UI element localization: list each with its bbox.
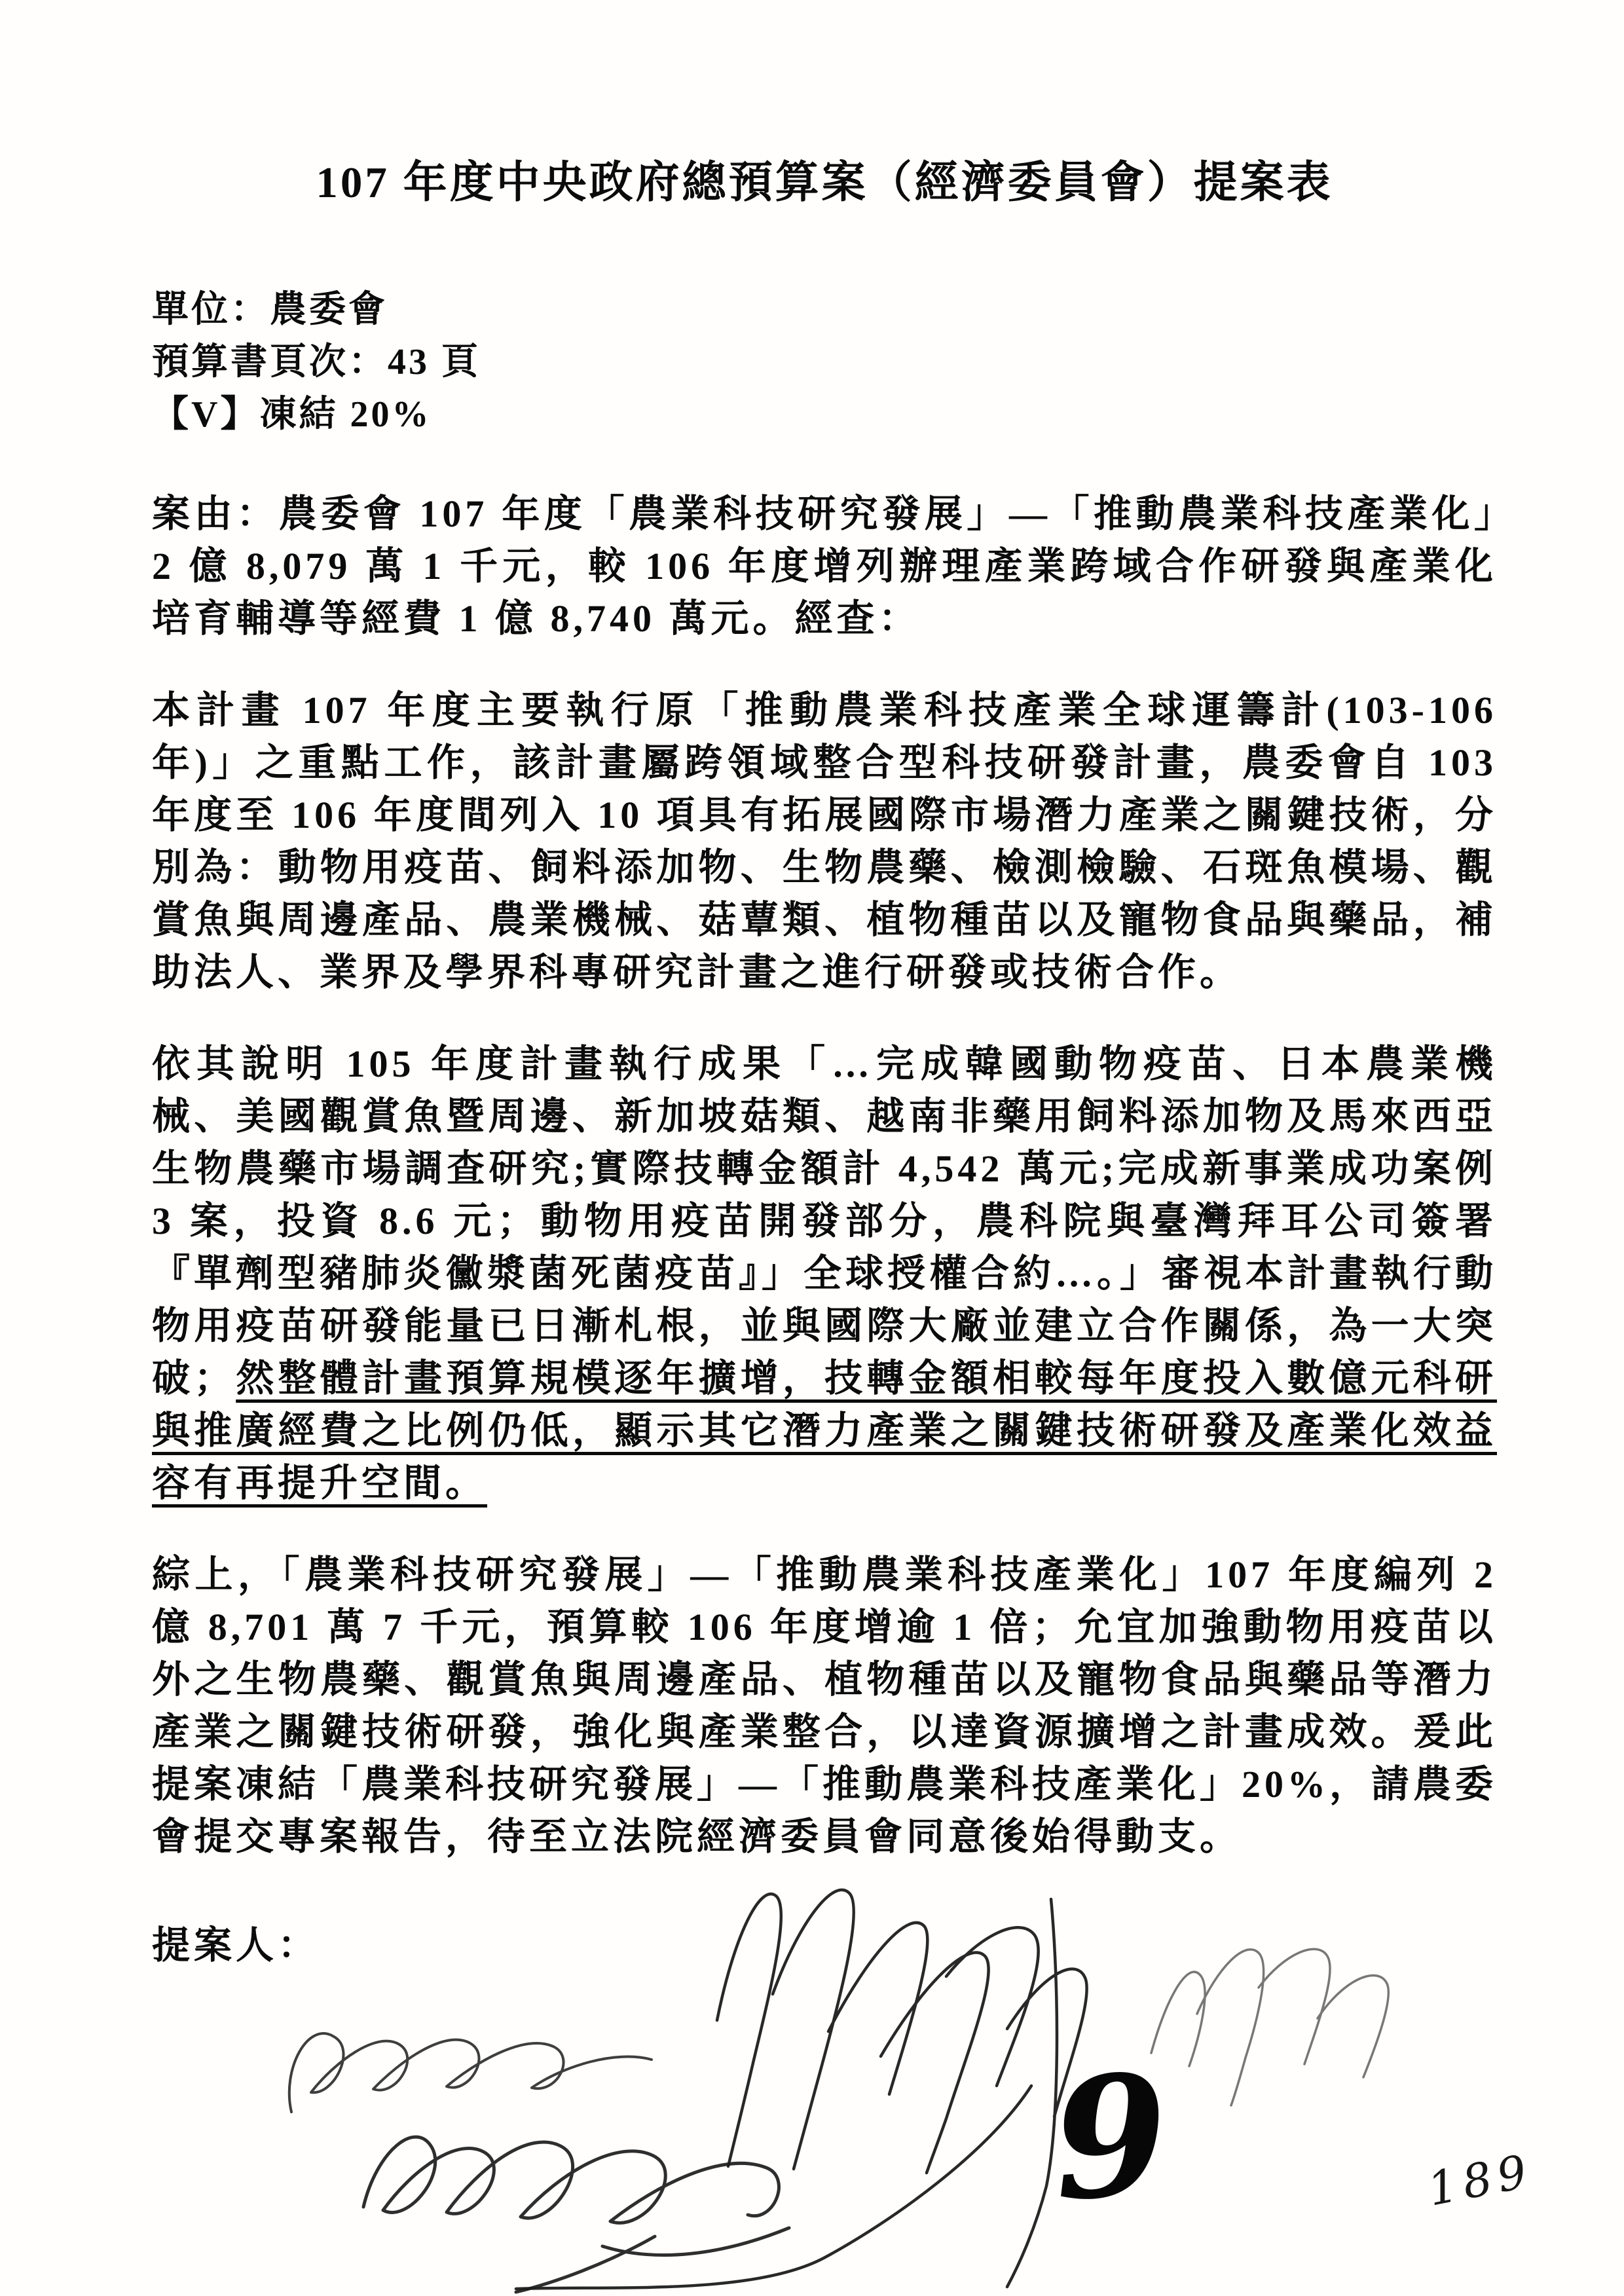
proposer-label: 提案人： (152, 1924, 320, 1967)
paragraph-conclusion: 綜上，「農業科技研究發展」—「推動農業科技產業化」107 年度編列 2 億 8,701 萬 7 千元，預算較 106 年度增逾 1 倍；允宜加強動物用疫苗以外之生物農藥、觀賞魚與周邊產品、植物種苗以及寵物食品與藥品等潛力產業之關鍵技術研發，強化與產業整合，以達資源擴增之計畫成效。爰此提案凍結「農業科技研究發展」—「推動農業科技產業化」20%，請農委會提交專案報告，待至立法院經濟委員會同意後始得動支。 (152, 1553, 1498, 1858)
signature-scribble-left-top (289, 2033, 652, 2112)
signature-scribble-right (1151, 1949, 1388, 2105)
meta-freeze-mark: 【V】凍結 20% (152, 394, 432, 435)
paragraph-review-underlined-text: 然整體計畫預算規模逐年擴增，技轉金額相較每年度投入數億元科研與推廣經費之比例仍低，顯示其它潛力產業之關鍵技術研發及產業化效益容有再提升空間。 (152, 1357, 1497, 1504)
handwritten-page-number: 189 (1423, 2143, 1537, 2217)
meta-unit: 單位：農委會 (152, 289, 388, 330)
signature-scribble-left-bottom (363, 2137, 789, 2292)
paragraph-case: 案由：農委會 107 年度「農業科技研究發展」—「推動農業科技產業化」2 億 8,079 萬 1 千元，較 106 年度增列辦理產業跨域合作研發與產業化培育輔導等經費 1 億 8,740 萬元。經查： (152, 492, 1497, 640)
paragraph-review (152, 1038, 1497, 1509)
paragraph-review-text: 依其說明 105 年度計畫執行成果「…完成韓國動物疫苗、日本農業機械、美國觀賞魚暨周邊、新加坡菇類、越南非藥用飼料添加物及馬來西亞生物農藥市場調查研究;實際技轉金額計 4,542 萬元;完成新事業成功案例 3 案，投資 8.6 元；動物用疫苗開發部分，農科院與臺灣拜耳公司簽署『單劑型豬肺炎黴漿菌死菌疫苗』」全球授權合約…。」審視本計畫執行動物用疫苗研發能量已日漸札根，並與國際大廠並建立合作關係，為一大突破； (152, 1043, 1498, 1399)
document-body (152, 147, 1497, 1969)
signature-area (236, 1853, 1428, 2296)
page-title: 107 年度中央政府總預算案（經濟委員會）提案表 (316, 158, 1333, 207)
document-meta-block (152, 284, 1497, 441)
meta-budget-page: 預算書頁次：43 頁 (152, 342, 481, 382)
paragraph-background: 本計畫 107 年度主要執行原「推動農業科技產業全球運籌計(103-106 年)」之重點工作，該計畫屬跨領域整合型科技研發計畫，農委會自 103 年度至 106 年度間列入 10 項具有拓展國際市場潛力產業之關鍵技術，分別為：動物用疫苗、飼料添加物、生物農藥、檢測檢驗、石斑魚模場、觀賞魚與周邊產品、農業機械、菇蕈類、植物種苗以及寵物食品與藥品，補助法人、業界及學界科專研究計畫之進行研發或技術合作。 (152, 689, 1497, 993)
handwritten-number-9: 9 (1046, 2037, 1175, 2238)
signature-scribble-center (516, 1890, 1087, 2289)
